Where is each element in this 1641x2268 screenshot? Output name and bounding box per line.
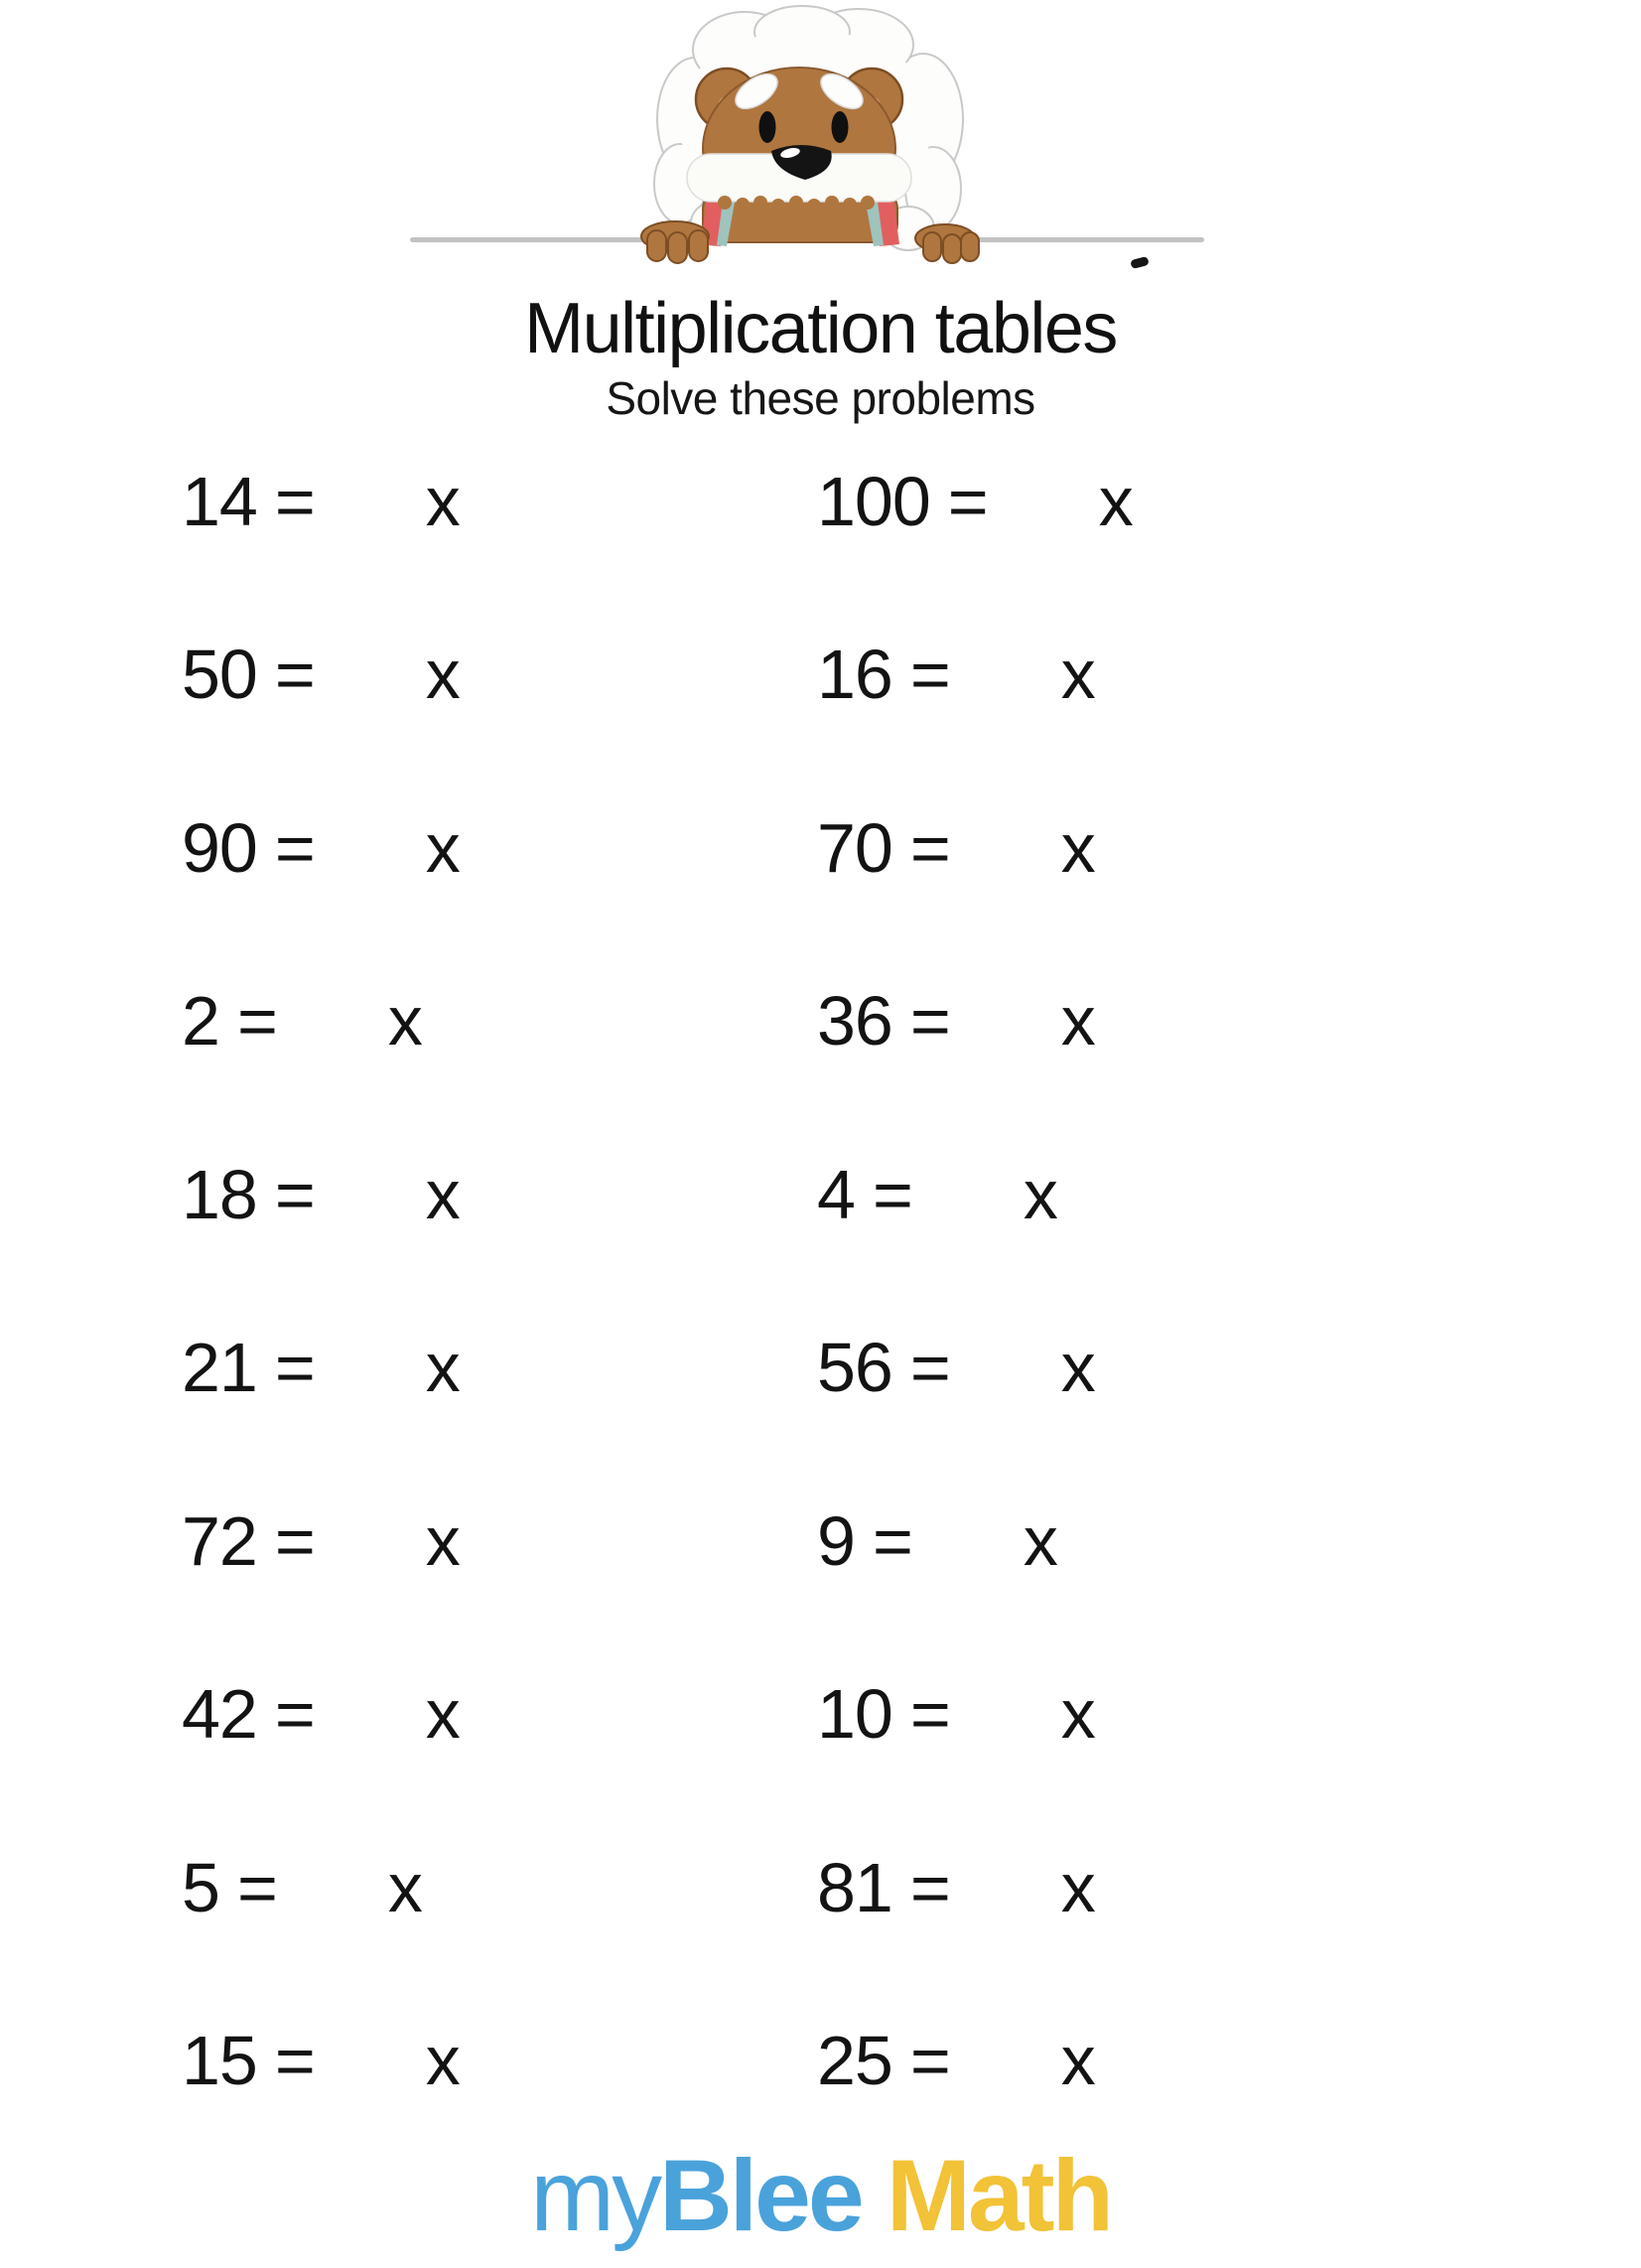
problem-row: [0, 2018, 1641, 2107]
problem-value: 25: [817, 2022, 892, 2099]
factor-blank-1[interactable]: [950, 813, 1061, 883]
problem: [817, 1671, 1189, 1757]
multiply-sign: x: [1060, 1329, 1095, 1406]
problem-value: 36: [817, 982, 892, 1060]
equals-sign: =: [274, 2022, 315, 2099]
factor-blank-2[interactable]: [460, 1160, 554, 1229]
problem-value: 21: [182, 1329, 257, 1406]
problem: [817, 1845, 1189, 1930]
page-subtitle: Solve these problems: [606, 372, 1035, 424]
factor-blank-1[interactable]: [315, 639, 426, 709]
multiply-sign: x: [1023, 1156, 1057, 1233]
problem-row: [0, 1845, 1641, 1934]
equals-sign: =: [274, 809, 315, 887]
problem-row: [0, 1498, 1641, 1588]
problem-value: 16: [817, 636, 892, 713]
equals-sign: =: [909, 982, 950, 1060]
factor-blank-1[interactable]: [315, 813, 426, 883]
logo-math: Math: [886, 2139, 1111, 2252]
factor-blank-1[interactable]: [315, 1160, 426, 1229]
multiply-sign: x: [387, 1849, 422, 1926]
equals-sign: =: [274, 636, 315, 713]
factor-blank-1[interactable]: [950, 1333, 1061, 1402]
factor-blank-2[interactable]: [1057, 1506, 1152, 1576]
problem: [817, 2018, 1189, 2103]
factor-blank-2[interactable]: [1095, 813, 1189, 883]
bear-einstein-mane-peeking-mascot-icon: [625, 0, 983, 264]
logo-blee: Blee: [659, 2139, 862, 2252]
multiply-sign: x: [1060, 2022, 1095, 2099]
problem-value: 70: [817, 809, 892, 887]
problem-value: 100: [817, 463, 930, 540]
problem-value: 15: [182, 2022, 257, 2099]
factor-blank-1[interactable]: [950, 986, 1061, 1056]
equals-sign: =: [909, 2022, 950, 2099]
problem-value: 14: [182, 463, 257, 540]
multiply-sign: x: [425, 1675, 460, 1753]
problem-value: 56: [817, 1329, 892, 1406]
factor-blank-2[interactable]: [460, 1333, 554, 1402]
problem-row: [0, 978, 1641, 1067]
factor-blank-2[interactable]: [460, 1506, 554, 1576]
multiply-sign: x: [1060, 1849, 1095, 1926]
logo-space: [862, 2139, 887, 2252]
problem: [182, 1152, 554, 1237]
ink-dash-mark: [1130, 256, 1150, 269]
problem: [817, 1325, 1189, 1410]
multiply-sign: x: [1060, 982, 1095, 1060]
equals-sign: =: [947, 463, 988, 540]
factor-blank-2[interactable]: [460, 2026, 554, 2095]
equals-sign: =: [274, 1502, 315, 1580]
factor-blank-2[interactable]: [1095, 639, 1189, 709]
problem-row: [0, 805, 1641, 895]
factor-blank-1[interactable]: [950, 639, 1061, 709]
equals-sign: =: [274, 463, 315, 540]
equals-sign: =: [274, 1329, 315, 1406]
factor-blank-2[interactable]: [1057, 1160, 1152, 1229]
problem: [182, 632, 554, 717]
factor-blank-1[interactable]: [912, 1506, 1024, 1576]
problem: [182, 805, 554, 891]
factor-blank-1[interactable]: [315, 1333, 426, 1402]
multiply-sign: x: [425, 1329, 460, 1406]
problem-row: [0, 1325, 1641, 1414]
problem-value: 2: [182, 982, 219, 1060]
factor-blank-2[interactable]: [1095, 1679, 1189, 1749]
equals-sign: =: [274, 1675, 315, 1753]
multiply-sign: x: [1060, 636, 1095, 713]
problem: [182, 459, 554, 544]
problem-row: [0, 459, 1641, 548]
multiply-sign: x: [425, 463, 460, 540]
problem: [182, 1325, 554, 1410]
factor-blank-2[interactable]: [1095, 1333, 1189, 1402]
factor-blank-2[interactable]: [1095, 2026, 1189, 2095]
equals-sign: =: [872, 1156, 912, 1233]
multiply-sign: x: [425, 809, 460, 887]
problem-row: [0, 632, 1641, 721]
problem: [182, 2018, 554, 2103]
problem: [817, 978, 1189, 1063]
equals-sign: =: [872, 1502, 912, 1580]
problem: [182, 978, 516, 1063]
problem-value: 5: [182, 1849, 219, 1926]
problem-value: 9: [817, 1502, 855, 1580]
equals-sign: =: [236, 982, 277, 1060]
equals-sign: =: [909, 1329, 950, 1406]
equals-sign: =: [236, 1849, 277, 1926]
multiply-sign: x: [387, 982, 422, 1060]
factor-blank-1[interactable]: [950, 1679, 1061, 1749]
multiply-sign: x: [1060, 809, 1095, 887]
equals-sign: =: [909, 1849, 950, 1926]
multiply-sign: x: [1060, 1675, 1095, 1753]
logo-my: my: [530, 2139, 660, 2252]
problem: [182, 1498, 554, 1584]
factor-blank-2[interactable]: [460, 639, 554, 709]
factor-blank-2[interactable]: [460, 1679, 554, 1749]
factor-blank-1[interactable]: [315, 1506, 426, 1576]
problem-value: 4: [817, 1156, 855, 1233]
problem: [817, 1152, 1152, 1237]
equals-sign: =: [909, 636, 950, 713]
multiply-sign: x: [425, 1156, 460, 1233]
factor-blank-1[interactable]: [277, 986, 388, 1056]
equals-sign: =: [909, 1675, 950, 1753]
factor-blank-2[interactable]: [422, 986, 516, 1056]
factor-blank-1[interactable]: [950, 2026, 1061, 2095]
factor-blank-1[interactable]: [315, 467, 426, 536]
factor-blank-1[interactable]: [277, 1853, 388, 1922]
problem-value: 81: [817, 1849, 892, 1926]
multiply-sign: x: [425, 2022, 460, 2099]
factor-blank-1[interactable]: [912, 1160, 1024, 1229]
problem-value: 72: [182, 1502, 257, 1580]
problem-value: 18: [182, 1156, 257, 1233]
factor-blank-1[interactable]: [315, 1679, 426, 1749]
problem-row: [0, 1671, 1641, 1761]
equals-sign: =: [274, 1156, 315, 1233]
problem: [817, 632, 1189, 717]
problem-value: 90: [182, 809, 257, 887]
factor-blank-2[interactable]: [422, 1853, 516, 1922]
problem: [817, 1498, 1152, 1584]
problem: [817, 459, 1227, 544]
multiply-sign: x: [1023, 1502, 1057, 1580]
factor-blank-2[interactable]: [460, 813, 554, 883]
page-title: Multiplication tables: [524, 289, 1117, 368]
problem: [182, 1845, 516, 1930]
factor-blank-2[interactable]: [1133, 467, 1227, 536]
multiply-sign: x: [425, 1502, 460, 1580]
problem-value: 42: [182, 1675, 257, 1753]
factor-blank-1[interactable]: [988, 467, 1099, 536]
multiply-sign: x: [425, 636, 460, 713]
myblee-math-logo: [0, 2141, 1641, 2250]
factor-blank-2[interactable]: [1095, 1853, 1189, 1922]
problem: [817, 805, 1189, 891]
equals-sign: =: [909, 809, 950, 887]
factor-blank-1[interactable]: [950, 1853, 1061, 1922]
problem-row: [0, 1152, 1641, 1241]
problem-value: 10: [817, 1675, 892, 1753]
factor-blank-2[interactable]: [460, 467, 554, 536]
problem: [182, 1671, 554, 1757]
factor-blank-2[interactable]: [1095, 986, 1189, 1056]
multiply-sign: x: [1098, 463, 1133, 540]
factor-blank-1[interactable]: [315, 2026, 426, 2095]
problem-value: 50: [182, 636, 257, 713]
